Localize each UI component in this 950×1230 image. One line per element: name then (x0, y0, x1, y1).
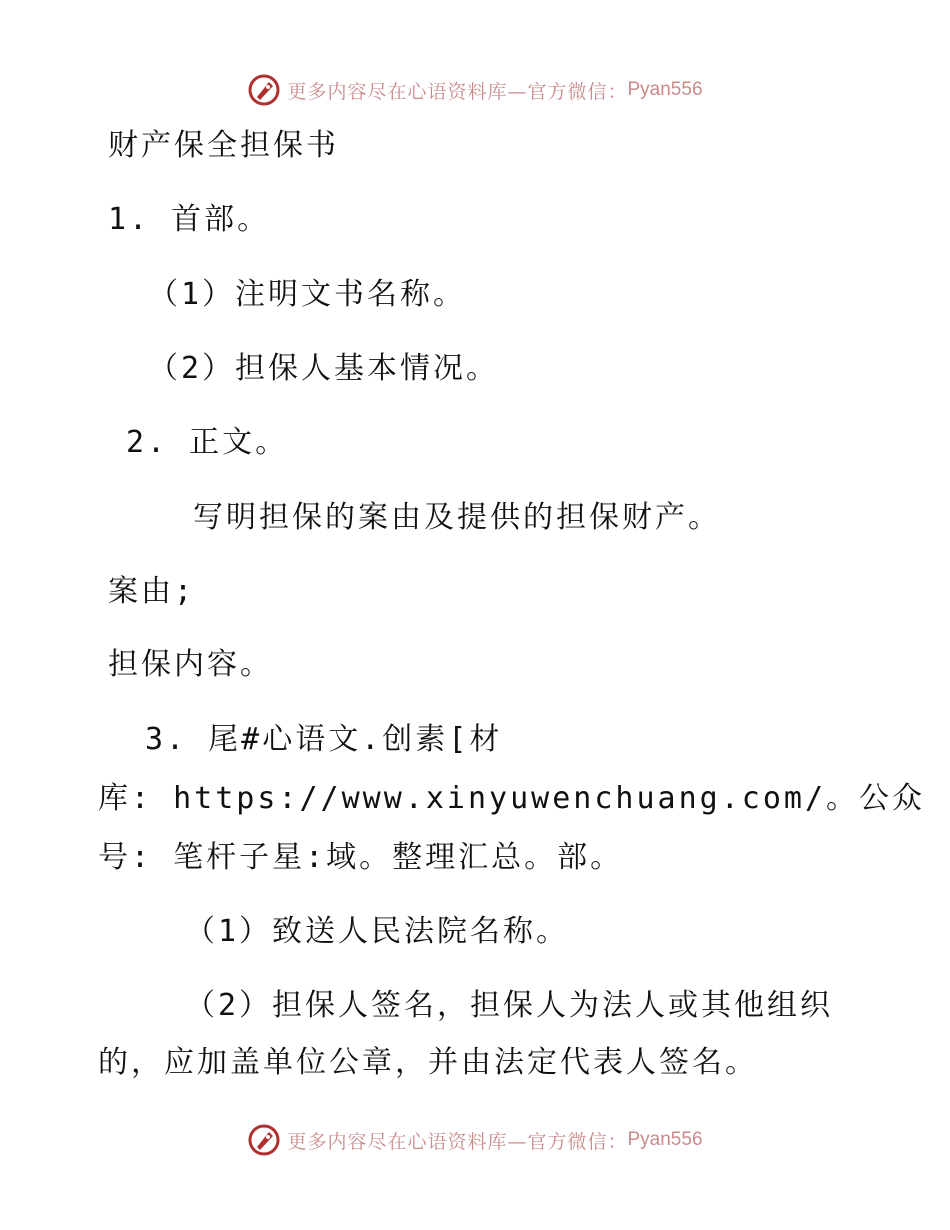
watermark-wechat-id: Pyan556 (627, 79, 703, 100)
section-1-heading: 1. 首部。 (108, 202, 271, 237)
list-item: （1）致送人民法院名称。 (185, 914, 570, 949)
pen-nib-logo-icon (247, 73, 281, 107)
document-title: 财产保全担保书 (108, 128, 339, 163)
paragraph: 案由; (108, 574, 196, 609)
paragraph: 担保内容。 (108, 647, 273, 682)
watermark-wechat-id: Pyan556 (627, 1129, 703, 1150)
paragraph: 写明担保的案由及提供的担保财产。 (193, 500, 721, 535)
header-watermark (0, 70, 950, 110)
paragraph: 的，应加盖单位公章，并由法定代表人签名。 (98, 1045, 758, 1080)
paragraph: 库: https://www.xinyuwenchuang.com/。公众 (98, 781, 926, 816)
section-2-heading: 2. 正文。 (126, 425, 289, 460)
paragraph: 号: 笔杆子星:域。整理汇总。部。 (98, 840, 624, 875)
footer-watermark (0, 1120, 950, 1160)
pen-nib-logo-icon (247, 1123, 281, 1157)
watermark-text: 更多内容尽在心语资料库—官方微信： (287, 1130, 628, 1153)
list-item: （2）担保人签名，担保人为法人或其他组织 (185, 988, 834, 1023)
section-3-heading: 3. 尾#心语文.创素[材 (145, 722, 503, 757)
list-item: （1）注明文书名称。 (148, 277, 467, 312)
watermark-text: 更多内容尽在心语资料库—官方微信： (287, 80, 628, 103)
list-item: （2）担保人基本情况。 (148, 351, 500, 386)
